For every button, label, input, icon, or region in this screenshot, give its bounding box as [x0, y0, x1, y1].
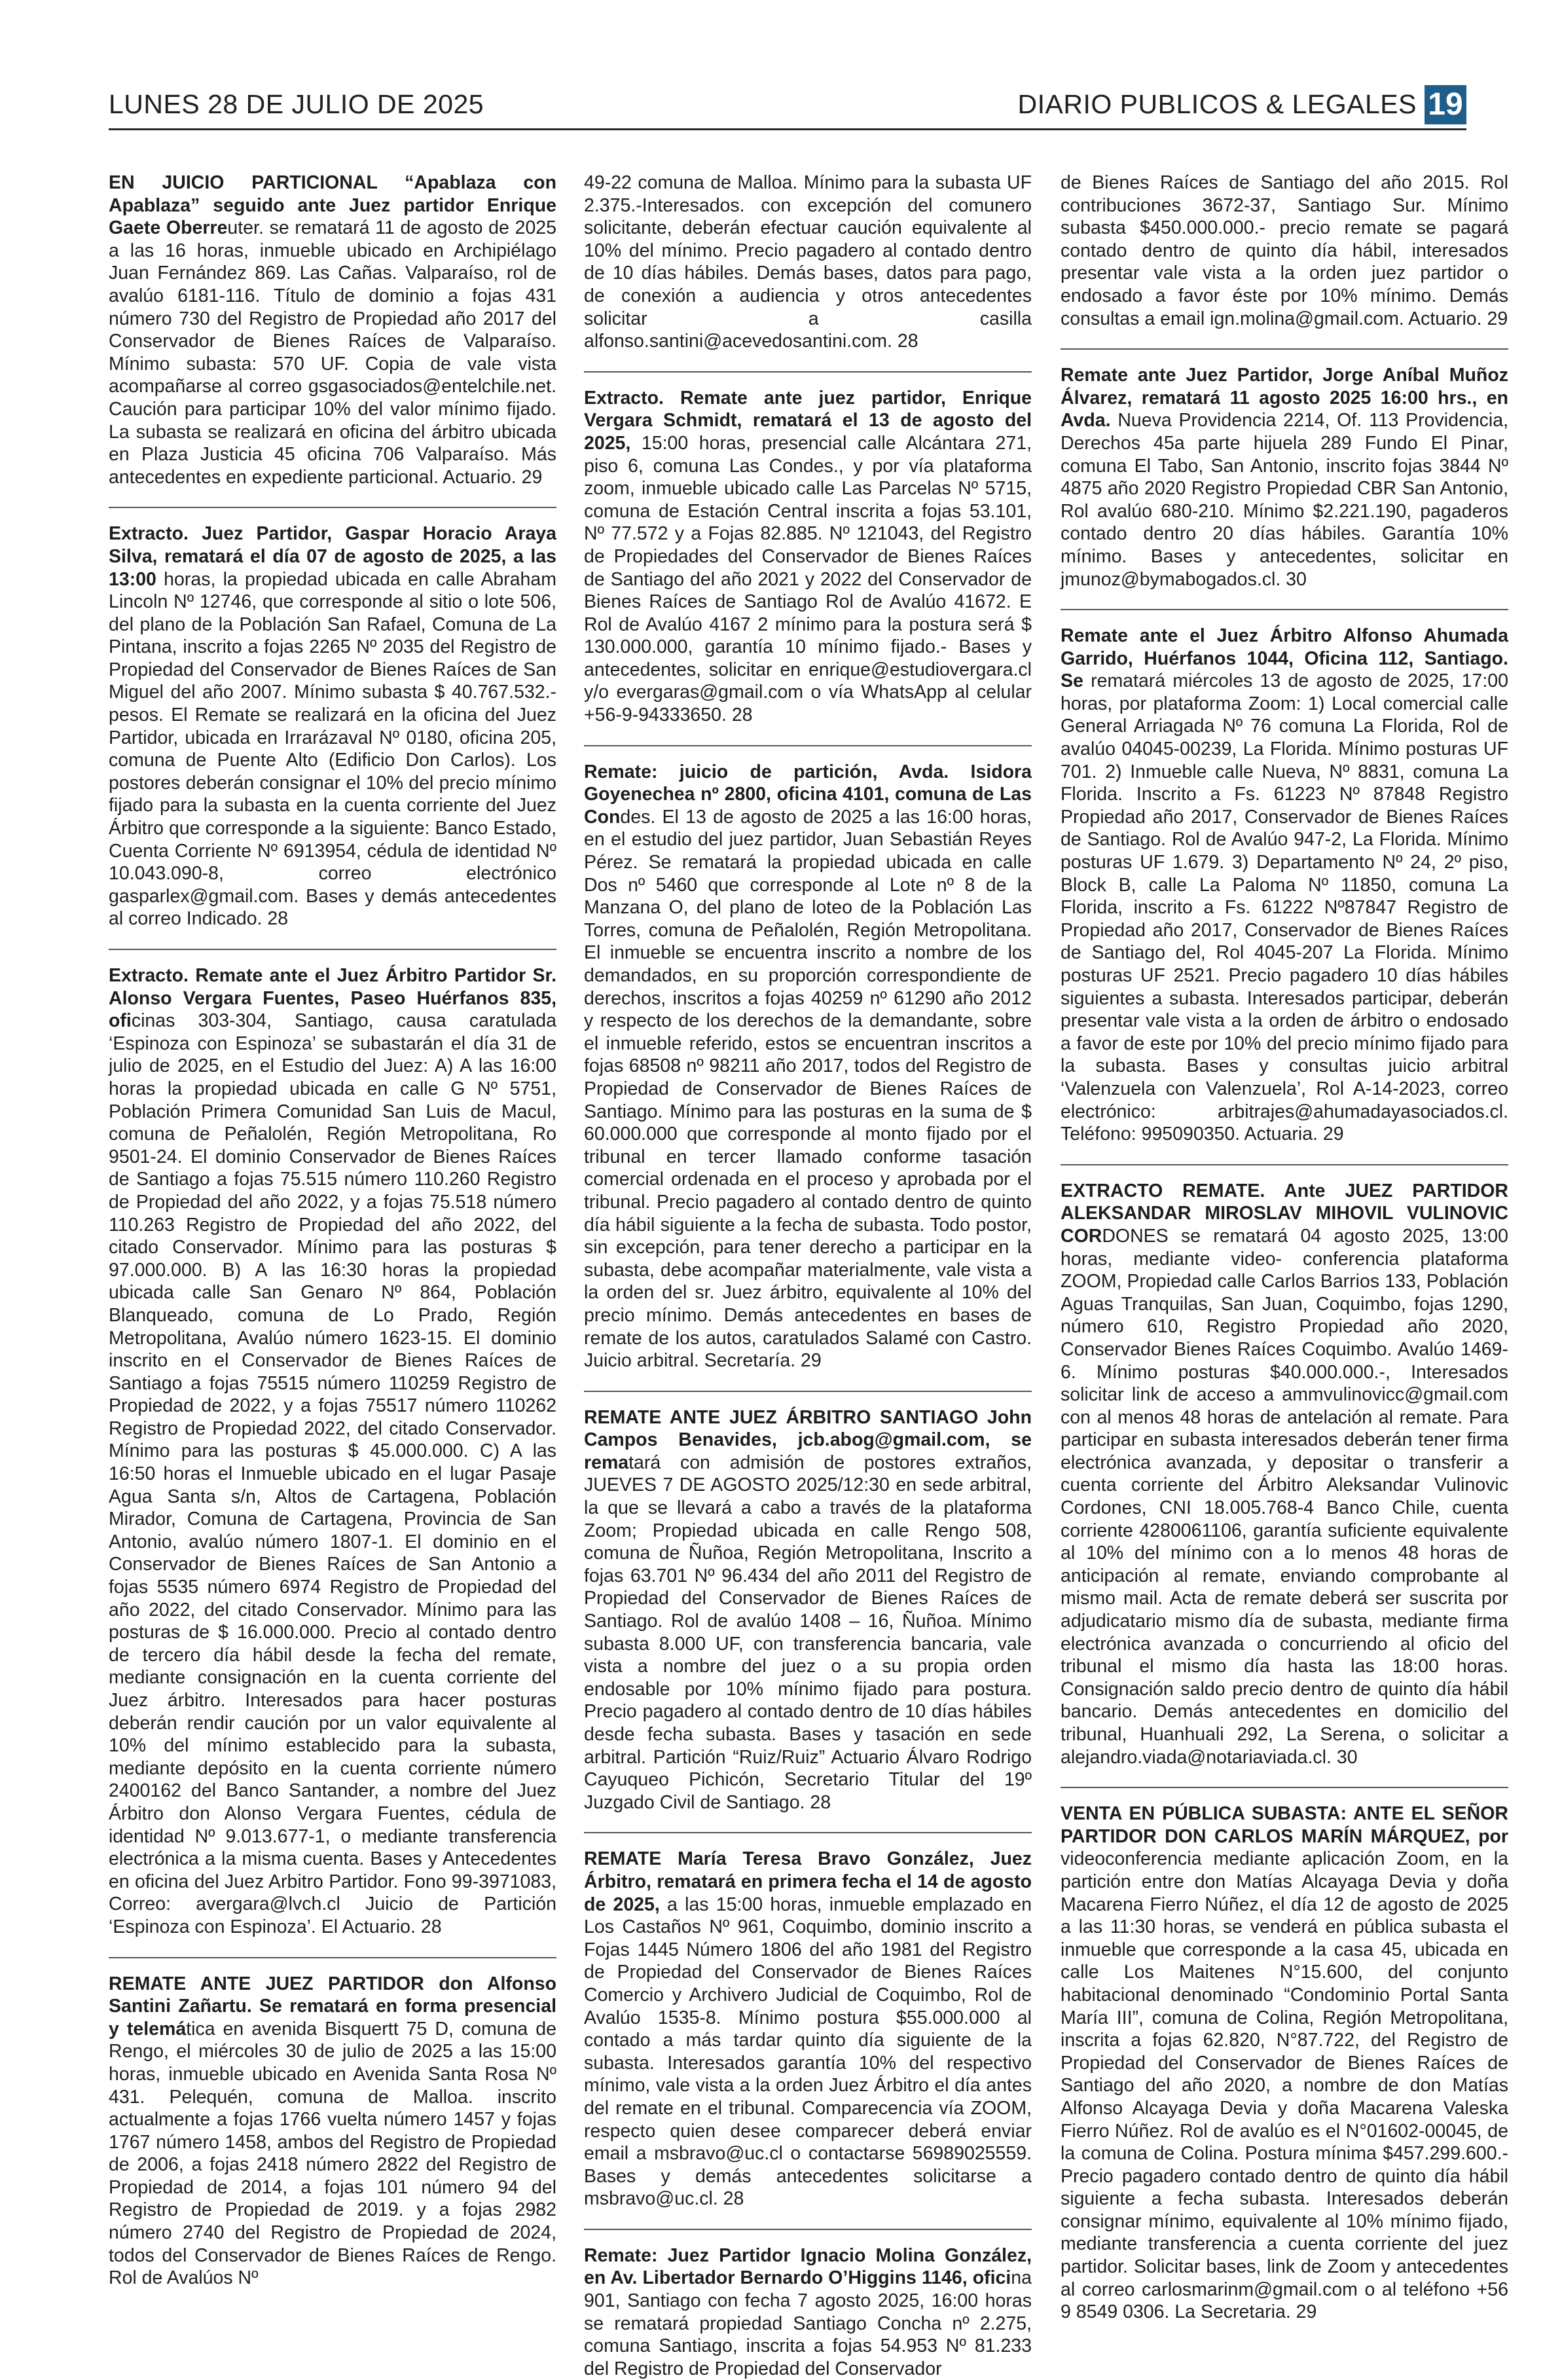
legal-notice — [584, 2244, 1032, 2380]
notice-body: videoconferencia mediante aplicación Zoom, en la partición entre don Matías Alcayaga Devia y doña Macarena Fierro Núñez, el día 12 de agosto de 2025 a las 11:30 horas, se venderá en pública subasta el inmueble que corresponde a la casa 45, ubicada en calle Los Maitenes N°15.600, del conjunto habitacional denominado “Condominio Portal Santa María III”, comuna de Colina, Región Metropolitana, inscrita a fojas 62.820, N°87.722, del Registro de Propiedad del Conservador de Bienes Raíces de Santiago del año 2020, a nombre de don Matías Alfonso Alcayaga Devia y doña Macarena Valeska Fierro Núñez. Rol de avalúo es el N°01602-00045, de la comuna de Colina. Postura mínima $457.299.600.- Precio pagadero contado dentro de quinto día hábil siguiente a fecha subasta. Interesados deberán consignar mínimo, equivalente al 10% mínimo fijado, mediante transferencia a cuenta corriente del juez partidor. Solicitar bases, link de Zoom y antecedentes al correo carlosmarinm@gmail.com o al teléfono +56 9 8549 0306. La Secretaria. 29 — [1061, 1848, 1508, 2323]
notice-lead: Extracto. Remate ante el Juez Árbitro Partidor Sr. Alonso Vergara Fuentes, Paseo Huérfanos 835, ofi — [109, 965, 556, 1032]
notice-body: rematará miércoles 13 de agosto de 2025, 17:00 horas, por plataforma Zoom: 1) Local comercial calle General Arriagada Nº 76 comuna La Florida, Rol de avalúo 04045-00239, La Florida. Mínimo posturas UF 701. 2) Inmueble calle Nueva, Nº 8831, comuna La Florida. Inscrito a Fs. 61223 Nº 87848 Registro Propiedad año 2017, Conservador de Bienes Raíces de Santiago. Rol de Avalúo 947-2, La Florida. Mínimo posturas UF 1.679. 3) Departamento Nº 24, 2º piso, Block B, calle La Paloma Nº 11850, comuna La Florida, inscrito a Fs. 61222 Nº87847 Registro de Propiedad año 2017, Conservador de Bienes Raíces de Santiago del, Rol 4045-207 La Florida. Mínimo posturas UF 2521. Precio pagadero 10 días hábiles siguientes a subasta. Interesados participar, deberán presentar vale vista a la orden de árbitro o endosado a favor de este por 10% del precio mínimo fijado para la subasta. Bases y consultas juicio arbitral ‘Valenzuela con Valenzuela’, Rol A-14-2023, correo electrónico: arbitrajes@ahumadayasociados.cl. Teléfono: 995090350. Actuaria. 29 — [1061, 670, 1508, 1145]
section-title: DIARIO PUBLICOS & LEGALES — [1017, 89, 1417, 119]
legal-notice — [109, 1973, 556, 2290]
notice-divider — [1061, 609, 1508, 610]
notice-lead: Remate: juicio de partición, Avda. Isidora Goyenechea nº 2800, oficina 4101, comuna de Las Con — [584, 761, 1032, 828]
notice-body: 49-22 comuna de Malloa. Mínimo para la subasta UF 2.375.-Interesados. con excepción del comunero solicitante, deberán efectuar caución equivalente al 10% del mínimo. Precio pagadero al contado dentro de 10 días hábiles. Demás bases, datos para pago, de conexión a audiencia y otros antecedentes solicitar a casilla alfonso.santini@acevedosantini.com. 28 — [584, 172, 1032, 352]
notice-divider — [109, 1957, 556, 1958]
notice-body: uter. se rematará 11 de agosto de 2025 a las 16 horas, inmueble ubicado en Archipiélago Juan Fernández 869. Las Cañas. Valparaíso, rol de avalúo 6181-116. Título de dominio a fojas 431 número 730 del Registro de Propiedad año 2017 del Conservador de Bienes Raíces de Valparaíso. Mínimo subasta: 570 UF. Copia de vale vista acompañarse al correo gsgasociados@entelchile.net. Caución para participar 10% del valor mínimo fijado. La subasta se realizará en oficina del árbitro ubicada en Plaza Justicia 45 oficina 706 Valparaíso. Más antecedentes en expediente particional. Actuario. 29 — [109, 217, 557, 488]
notice-body: de Bienes Raíces de Santiago del año 2015. Rol contribuciones 3672-37, Santiago Sur. Mínimo subasta $450.000.000.- precio remate se pagará contado dentro de quinto día hábil, interesados presentar vale vista a la orden juez partidor o endosado a favor éste por 10% mínimo. Demás consultas a email ign.molina@gmail.com. Actuario. 29 — [1061, 172, 1508, 329]
page-header — [109, 86, 1466, 124]
issue-date: LUNES 28 DE JULIO DE 2025 — [109, 89, 484, 119]
notice-lead: Extracto. Remate ante juez partidor, Enrique Vergara Schmidt, rematará el 13 de agosto del 2025, — [584, 387, 1032, 454]
notice-body: cinas 303-304, Santiago, causa caratulada ‘Espinoza con Espinoza’ se subastarán el día 31 de julio de 2025, en el Estudio del Juez: A) A las 16:00 horas la propiedad ubicada en calle G Nº 5751, Población Primera Comunidad San Luis de Macul, comuna de Peñalolén, Región Metropolitana, Ro 9501-24. El dominio Conservador de Bienes Raíces de Santiago a fojas 75.515 número 110.260 Registro de Propiedad del año 2022, y a fojas 75.518 número 110.263 Registro de Propiedad del año 2022, del citado Conservador. Mínimo para las posturas $ 97.000.000. B) A las 16:30 horas la propiedad ubicada calle San Genaro Nº 864, Población Blanqueado, comuna de Lo Prado, Región Metropolitana, Avalúo número 1623-15. El dominio inscrito en el Conservador de Bienes Raíces de Santiago a fojas 75515 número 110259 Registro de Propiedad de 2022, y a fojas 75517 número 110262 Registro de Propiedad 2022, del citado Conservador. Mínimo para las posturas $ 45.000.000. C) A las 16:50 horas el Inmueble ubicado en el lugar Pasaje Agua Santa s/n, Altos de Cartagena, Población Mirador, Comuna de Cartagena, Provincia de San Antonio, avalúo número 1807-1. El dominio en el Conservador de Bienes Raíces de San Antonio a fojas 5535 número 6974 Registro de Propiedad del año 2022, del citado Conservador. Mínimo para las posturas de $ 16.000.000. Precio al contado dentro de tercero día hábil desde la fecha del remate, mediante consignación en la cuenta corriente del Juez árbitro. Interesados para hacer posturas deberán rendir caución por un valor equivalente al 10% del mínimo establecido para la subasta, mediante depósito en la cuenta corriente número 2400162 del Banco Santander, a nombre del Juez Árbitro don Alonso Vergara Fuentes, cédula de identidad Nº 9.013.677-1, o mediante transferencia electrónica a la misma cuenta. Bases y Antecedentes en oficina del Juez Arbitro Partidor. Fono 99-3971083, Correo: avergara@lvch.cl Juicio de Partición ‘Espinoza con Espinoza’. El Actuario. 28 — [109, 1010, 556, 1937]
page-number-badge: 19 — [1425, 85, 1466, 124]
notice-divider — [584, 371, 1032, 373]
notice-divider — [1061, 1787, 1508, 1788]
legal-notice — [1061, 625, 1508, 1146]
legal-notice — [1061, 1803, 1508, 2324]
notice-body: Nueva Providencia 2214, Of. 113 Providencia, Derechos 45a parte hijuela 289 Fundo El Pinar, comuna El Tabo, San Antonio, inscrito fojas 3844 Nº 4875 año 2020 Registro Propiedad CBR San Antonio, Rol avalúo 680-210. Mínimo $2.221.190, pagaderos contado dentro 20 días hábiles. Garantía 10% mínimo. Bases y antecedentes, solicitar en jmunoz@bymabogados.cl. 30 — [1061, 410, 1508, 590]
header-rule — [109, 128, 1466, 130]
notice-lead: Remate: Juez Partidor Ignacio Molina González, en Av. Libertador Bernardo O’Higgins 1146, ofici — [584, 2244, 1032, 2289]
legal-notice — [584, 1848, 1032, 2210]
legal-notice — [584, 387, 1032, 727]
notice-divider — [109, 507, 556, 508]
notice-lead: Extracto. Juez Partidor, Gaspar Horacio Araya Silva, rematará el día 07 de agosto de 2025, a las 13:00 — [109, 523, 556, 590]
notice-divider — [1061, 1164, 1508, 1165]
legal-notice — [109, 964, 556, 1939]
notice-lead: VENTA EN PÚBLICA SUBASTA: ANTE EL SEÑOR PARTIDOR DON CARLOS MARÍN MÁRQUEZ, por — [1061, 1803, 1508, 1847]
notice-body: tica en avenida Bisquertt 75 D, comuna de Rengo, el miércoles 30 de julio de 2025 a las 15:00 horas, inmueble ubicado en Avenida Santa Rosa Nº 431. Pelequén, comuna de Malloa. inscrito actualmente a fojas 1766 vuelta número 1457 y fojas 1767 número 1458, ambos del Registro de Propiedad de 2006, a fojas 2418 número 2822 del Registro de Propiedad de 2014, a fojas 101 número 94 del Registro de Propiedad de 2019. y a fojas 2982 número 2740 del Registro de Propiedad de 2024, todos del Conservador de Bienes Raíces de Rengo. Rol de Avalúos Nº — [109, 2018, 557, 2289]
column-3 — [1061, 172, 1508, 2323]
notice-lead: REMATE ANTE JUEZ PARTIDOR don Alfonso Santini Zañartu. Se rematará en forma presencial y telemá — [109, 1973, 556, 2040]
notice-body: DONES se rematará 04 agosto 2025, 13:00 horas, mediante video- conferencia plataforma ZOOM, Propiedad calle Carlos Barrios 133, Población Aguas Tranquilas, San Juan, Coquimbo, fojas 1290, número 610, Registro Propiedad año 2020, Conservador Bienes Raíces Coquimbo. Avalúo 1469-6. Mínimo posturas $40.000.000.-, Interesados solicitar link de acceso a ammvulinovicc@gmail.com con al menos 48 horas de antelación al remate. Para participar en subasta interesados deberán tener firma electrónica avanzada, y depositar o transferir a cuenta corriente del Árbitro Aleksandar Vulinovic Cordones, CNI 18.005.768-4 Banco Chile, cuenta corriente 4280061106, garantía suficiente equivalente al 10% del mínimo con a lo menos 48 horas de anticipación al remate, enviando comprobante al mismo mail. Acta de remate deberá ser suscrita por adjudicatario mismo día de subasta, mediante firma electrónica avanzada o concurriendo al oficio del tribunal el mismo día hasta las 18:00 horas. Consignación saldo precio dentro de quinto día hábil bancario. Demás antecedentes en domicilio del tribunal, Huanhuali 292, La Serena, o solicitar a alejandro.viada@notariaviada.cl. 30 — [1061, 1225, 1508, 1768]
notice-body: des. El 13 de agosto de 2025 a las 16:00 horas, en el estudio del juez partidor, Juan Sebastián Reyes Pérez. Se rematará la propiedad ubicada en calle Dos nº 5460 que corresponde al Lote nº 8 de la Manzana O, del plano de loteo de la Población Las Torres, comuna de Peñalolén, Región Metropolitana. El inmueble se encuentra inscrito a nombre de los demandados, en su proporción correspondiente de derechos, inscritos a fojas 40259 nº 61290 año 2012 y respecto de los derechos de la demandante, sobre el inmueble referido, estos se encuentran inscritos a fojas 68508 nº 98211 año 2017, todos del Registro de Propiedad de Conservador de Bienes Raíces de Santiago. Mínimo para las posturas en la suma de $ 60.000.000 que corresponde al monto fijado por el tribunal en tercer llamado conforme tasación comercial ordenada en el proceso y aprobada por el tribunal. Precio pagadero al contado dentro de quinto día hábil siguiente a la fecha de subasta. Todo postor, sin excepción, para tener derecho a participar en la subasta, debe acompañar materialmente, vale vista a la orden del sr. Juez árbitro, equivalente al 10% del precio mínimo. Demás antecedentes en bases de remate de los autos, caratulados Salamé con Castro. Juicio arbitral. Secretaría. 29 — [584, 806, 1032, 1372]
legal-notice — [584, 761, 1032, 1372]
legal-notice — [109, 522, 556, 930]
legal-notice — [1061, 364, 1508, 591]
notice-lead: Remate ante Juez Partidor, Jorge Aníbal Muñoz Álvarez, rematará 11 agosto 2025 16:00 hrs., en Avda. — [1061, 365, 1508, 431]
notice-body: 15:00 horas, presencial calle Alcántara 271, piso 6, comuna Las Condes., y por vía plataforma zoom, inmueble ubicado calle Las Parcelas Nº 5715, comuna de Estación Central inscrita a fojas 53.101, Nº 77.572 y a Fojas 82.885. Nº 121043, del Registro de Propiedades del Conservador de Bienes Raíces de Santiago del año 2021 y 2022 del Conservador de Bienes Raíces de Santiago Rol de Avalúo 41672. E Rol de Avalúo 4167 2 mínimo para la postura será $ 130.000.000, garantía 10 mínimo fijado.- Bases y antecedentes, solicitar en enrique@estudiovergara.cl y/o evergaras@gmail.com o vía WhatsApp al celular +56-9-94333650. 28 — [584, 432, 1032, 726]
notice-divider — [109, 949, 556, 950]
notice-lead: Remate ante el Juez Árbitro Alfonso Ahumada Garrido, Huérfanos 1044, Oficina 112, Santiago. Se — [1061, 625, 1508, 692]
legal-notice — [584, 1406, 1032, 1814]
legal-notice — [109, 172, 556, 488]
column-1 — [109, 172, 557, 2289]
legal-notice — [1061, 1180, 1508, 1768]
notice-body: horas, la propiedad ubicada en calle Abraham Lincoln Nº 12746, que corresponde al sitio o lote 506, del plano de la Población San Rafael, Comuna de La Pintana, inscrito a fojas 2265 Nº 2035 del Registro de Propiedad del Conservador de Bienes Raíces de San Miguel del año 2007. Mínimo subasta $ 40.767.532.- pesos. El Remate se realizará en la oficina del Juez Partidor, ubicada en Irrarázaval Nº 0180, oficina 205, comuna de Puente Alto (Edificio Don Carlos). Los postores deberán consignar el 10% del precio mínimo fijado para la subasta en la cuenta corriente del Juez Árbitro que corresponde a la siguiente: Banco Estado, Cuenta Corriente Nº 6913954, cédula de identidad Nº 10.043.090-8, correo electrónico gasparlex@gmail.com. Bases y demás antecedentes al correo Indicado. 28 — [109, 568, 556, 930]
notice-divider — [1061, 348, 1508, 350]
notice-divider — [584, 2229, 1032, 2230]
legal-notice — [584, 172, 1032, 353]
notice-body: a las 15:00 horas, inmueble emplazado en Los Castaños Nº 961, Coquimbo, dominio inscrito a Fojas 1445 Número 1806 del año 1981 del Registro de Propiedad del Conservador de Bienes Raíces Comercio y Archivero Judicial de Coquimbo, Rol de Avalúo 1535-8. Mínimo postura $55.000.000 al contado a más tardar quinto día siguiente de la subasta. Interesados garantía 10% del respectivo mínimo, vale vista a la orden Juez Árbitro el día antes del remate en el tribunal. Comparecencia vía ZOOM, respecto quien desee comparecer deberá enviar email a msbravo@uc.cl o contactarse 56989025559. Bases y demás antecedentes solicitarse a msbravo@uc.cl. 28 — [584, 1894, 1032, 2210]
notice-body: na 901, Santiago con fecha 7 agosto 2025, 16:00 horas se rematará propiedad Santiago Concha nº 2.275, comuna Santiago, inscrita a fojas 54.953 Nº 81.233 del Registro de Propiedad del Conservador — [584, 2267, 1032, 2379]
column-2 — [584, 172, 1032, 2379]
notice-lead: REMATE María Teresa Bravo González, Juez Árbitro, rematará en primera fecha el 14 de agosto de 2025, — [584, 1848, 1032, 1915]
notice-lead: REMATE ANTE JUEZ ÁRBITRO SANTIAGO John Campos Benavides, jcb.abog@gmail.com, se rema — [584, 1406, 1032, 1473]
notice-lead: EXTRACTO REMATE. Ante JUEZ PARTIDOR ALEKSANDAR MIROSLAV MIHOVIL VULINOVIC COR — [1061, 1180, 1508, 1247]
notice-lead: EN JUICIO PARTICIONAL “Apablaza con Apablaza” seguido ante Juez partidor Enrique Gaete Oberre — [109, 172, 556, 239]
legal-notice — [1061, 172, 1508, 330]
notice-divider — [584, 1391, 1032, 1392]
notice-divider — [584, 745, 1032, 746]
notice-divider — [584, 1832, 1032, 1833]
notice-body: tará con admisión de postores extraños, JUEVES 7 DE AGOSTO 2025/12:30 en sede arbitral, la que se llevará a cabo a través de la plataforma Zoom; Propiedad ubicada en calle Rengo 508, comuna de Ñuñoa, Región Metropolitana, Inscrito a fojas 63.701 Nº 96.434 del año 2011 del Registro de Propiedad del Conservador de Bienes Raíces de Santiago. Rol de avalúo 1408 – 16, Ñuñoa. Mínimo subasta 8.000 UF, con transferencia bancaria, vale vista a nombre del juez o a su propia orden endosable por 10% mínimo fijado para postura. Precio pagadero al contado dentro de 10 días hábiles desde fecha subasta. Bases y tasación en sede arbitral. Partición “Ruiz/Ruiz” Actuario Álvaro Rodrigo Cayuqueo Pichicón, Secretario Titular del 19º Juzgado Civil de Santiago. 28 — [584, 1452, 1032, 1813]
